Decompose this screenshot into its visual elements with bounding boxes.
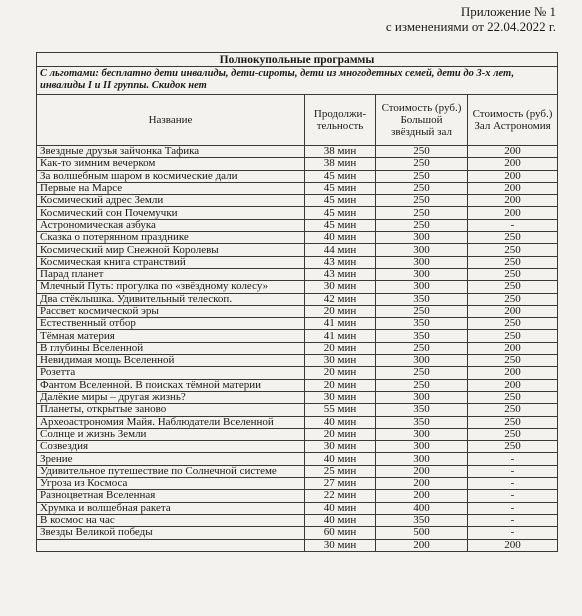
table-row (37, 527, 558, 539)
cell-program-name: Звездные друзья зайчонка Тафика (37, 146, 305, 158)
cell-price-big-hall: 400 (376, 502, 468, 514)
cell-duration: 30 мин (305, 391, 376, 403)
table-row (37, 502, 558, 514)
cell-price-big-hall: 250 (376, 170, 468, 182)
cell-price-big-hall: 300 (376, 355, 468, 367)
cell-program-name: Первые на Марсе (37, 182, 305, 194)
cell-price-big-hall: 250 (376, 158, 468, 170)
cell-price-big-hall: 350 (376, 404, 468, 416)
cell-program-name: Парад планет (37, 268, 305, 280)
cell-price-astronomy-hall: - (468, 527, 558, 539)
table-row (37, 330, 558, 342)
cell-duration: 38 мин (305, 146, 376, 158)
cell-price-astronomy-hall: 200 (468, 146, 558, 158)
cell-duration: 20 мин (305, 428, 376, 440)
cell-price-big-hall: 200 (376, 490, 468, 502)
cell-duration: 44 мин (305, 244, 376, 256)
table-row (37, 342, 558, 354)
table-row (37, 293, 558, 305)
cell-duration: 41 мин (305, 318, 376, 330)
cell-duration: 41 мин (305, 330, 376, 342)
table-row (37, 281, 558, 293)
cell-price-big-hall: 350 (376, 514, 468, 526)
cell-price-big-hall: 300 (376, 441, 468, 453)
table-row (37, 478, 558, 490)
cell-duration: 25 мин (305, 465, 376, 477)
table-row (37, 490, 558, 502)
cell-program-name: Тёмная материя (37, 330, 305, 342)
table-caption: Полнокупольные программы (37, 53, 558, 67)
cell-price-big-hall: 300 (376, 232, 468, 244)
appendix-header (386, 4, 556, 34)
cell-duration: 40 мин (305, 453, 376, 465)
cell-price-astronomy-hall: 200 (468, 367, 558, 379)
cell-price-astronomy-hall: 200 (468, 342, 558, 354)
cell-duration: 45 мин (305, 182, 376, 194)
table-row (37, 453, 558, 465)
cell-price-big-hall: 300 (376, 244, 468, 256)
cell-price-big-hall: 200 (376, 465, 468, 477)
cell-program-name: Планеты, открытые заново (37, 404, 305, 416)
table-row (37, 268, 558, 280)
cell-duration: 45 мин (305, 219, 376, 231)
cell-program-name: Естественный отбор (37, 318, 305, 330)
cell-duration: 40 мин (305, 416, 376, 428)
cell-price-astronomy-hall: - (468, 478, 558, 490)
table-row (37, 428, 558, 440)
cell-duration: 40 мин (305, 502, 376, 514)
cell-price-astronomy-hall: - (468, 465, 558, 477)
cell-program-name: Хрумка и волшебная ракета (37, 502, 305, 514)
cell-price-big-hall: 250 (376, 305, 468, 317)
cell-price-big-hall: 200 (376, 539, 468, 551)
cell-price-astronomy-hall: - (468, 514, 558, 526)
cell-duration: 45 мин (305, 207, 376, 219)
cell-price-big-hall: 300 (376, 453, 468, 465)
appendix-title: Приложение № 1 (460, 4, 556, 19)
cell-program-name: Космический адрес Земли (37, 195, 305, 207)
cell-duration: 27 мин (305, 478, 376, 490)
cell-duration: 20 мин (305, 367, 376, 379)
cell-price-astronomy-hall: 250 (468, 232, 558, 244)
table-row (37, 539, 558, 551)
cell-program-name: Фантом Вселенной. В поисках тёмной материи (37, 379, 305, 391)
cell-price-big-hall: 250 (376, 219, 468, 231)
cell-price-astronomy-hall: 250 (468, 268, 558, 280)
cell-program-name: Звезды Великой победы (37, 527, 305, 539)
table-body (37, 146, 558, 552)
cell-program-name (37, 539, 305, 551)
table-row (37, 318, 558, 330)
cell-program-name: Космическая книга странствий (37, 256, 305, 268)
cell-price-astronomy-hall: 250 (468, 330, 558, 342)
programs-table (36, 52, 558, 552)
cell-price-astronomy-hall: 200 (468, 195, 558, 207)
table-row (37, 244, 558, 256)
cell-price-big-hall: 250 (376, 342, 468, 354)
cell-program-name: Созвездия (37, 441, 305, 453)
cell-duration: 30 мин (305, 539, 376, 551)
benefits-note: С льготами: бесплатно дети инвалиды, дети-сироты, дети из многодетных семей, дети до 3-х лет, инвалиды I и II группы. Скидок нет (37, 67, 558, 95)
cell-price-astronomy-hall: 250 (468, 244, 558, 256)
cell-program-name: Сказка о потерянном празднике (37, 232, 305, 244)
table-row (37, 182, 558, 194)
cell-program-name: Млечный Путь: прогулка по «звёздному колесу» (37, 281, 305, 293)
table-row (37, 195, 558, 207)
table-row (37, 256, 558, 268)
table-row (37, 207, 558, 219)
cell-price-big-hall: 300 (376, 268, 468, 280)
table-row (37, 170, 558, 182)
cell-price-big-hall: 250 (376, 379, 468, 391)
cell-price-big-hall: 350 (376, 330, 468, 342)
table-row (37, 355, 558, 367)
cell-price-astronomy-hall: 250 (468, 416, 558, 428)
cell-program-name: Космический сон Почемучки (37, 207, 305, 219)
column-header-duration: Продолжи-тельность (305, 95, 376, 146)
cell-price-big-hall: 250 (376, 182, 468, 194)
cell-price-big-hall: 350 (376, 293, 468, 305)
cell-price-astronomy-hall: 250 (468, 355, 558, 367)
cell-program-name: Разноцветная Вселенная (37, 490, 305, 502)
cell-duration: 45 мин (305, 195, 376, 207)
cell-program-name: Угроза из Космоса (37, 478, 305, 490)
table-row (37, 158, 558, 170)
cell-duration: 22 мин (305, 490, 376, 502)
cell-program-name: Зрение (37, 453, 305, 465)
cell-price-astronomy-hall: 200 (468, 207, 558, 219)
table-row (37, 219, 558, 231)
cell-program-name: Как-то зимним вечерком (37, 158, 305, 170)
cell-duration: 38 мин (305, 158, 376, 170)
cell-price-big-hall: 500 (376, 527, 468, 539)
table-row (37, 416, 558, 428)
cell-duration: 20 мин (305, 379, 376, 391)
cell-price-big-hall: 200 (376, 478, 468, 490)
cell-program-name: Невидимая мощь Вселенной (37, 355, 305, 367)
cell-price-astronomy-hall: 250 (468, 318, 558, 330)
cell-duration: 42 мин (305, 293, 376, 305)
cell-price-astronomy-hall: 200 (468, 182, 558, 194)
table-row (37, 514, 558, 526)
cell-price-astronomy-hall: 200 (468, 539, 558, 551)
cell-duration: 45 мин (305, 170, 376, 182)
table-row (37, 305, 558, 317)
table-row (37, 367, 558, 379)
cell-duration: 43 мин (305, 256, 376, 268)
table-row (37, 465, 558, 477)
cell-duration: 20 мин (305, 342, 376, 354)
cell-price-astronomy-hall: - (468, 453, 558, 465)
cell-duration: 60 мин (305, 527, 376, 539)
cell-price-astronomy-hall: 250 (468, 256, 558, 268)
cell-duration: 20 мин (305, 305, 376, 317)
cell-duration: 43 мин (305, 268, 376, 280)
table-row (37, 379, 558, 391)
table-row (37, 391, 558, 403)
cell-price-astronomy-hall: 250 (468, 441, 558, 453)
table-row (37, 232, 558, 244)
column-header-price-astronomy-hall: Стоимость (руб.) Зал Астрономия (468, 95, 558, 146)
cell-price-big-hall: 300 (376, 256, 468, 268)
cell-price-astronomy-hall: - (468, 502, 558, 514)
cell-program-name: Археоастрономия Майя. Наблюдатели Вселенной (37, 416, 305, 428)
cell-price-astronomy-hall: 250 (468, 281, 558, 293)
table-row (37, 404, 558, 416)
column-header-price-big-hall: Стоимость (руб.) Большой звёздный зал (376, 95, 468, 146)
cell-price-astronomy-hall: 250 (468, 404, 558, 416)
cell-program-name: Два стёклышка. Удивительный телескоп. (37, 293, 305, 305)
cell-price-big-hall: 350 (376, 318, 468, 330)
cell-duration: 30 мин (305, 355, 376, 367)
cell-program-name: Далёкие миры – другая жизнь? (37, 391, 305, 403)
cell-program-name: Космический мир Снежной Королевы (37, 244, 305, 256)
table-row (37, 441, 558, 453)
column-header-name: Название (37, 95, 305, 146)
cell-price-astronomy-hall: 200 (468, 170, 558, 182)
cell-program-name: Солнце и жизнь Земли (37, 428, 305, 440)
cell-price-big-hall: 250 (376, 367, 468, 379)
cell-duration: 55 мин (305, 404, 376, 416)
cell-price-big-hall: 350 (376, 416, 468, 428)
cell-price-big-hall: 300 (376, 391, 468, 403)
cell-program-name: Астрономическая азбука (37, 219, 305, 231)
cell-program-name: В космос на час (37, 514, 305, 526)
cell-price-big-hall: 300 (376, 428, 468, 440)
cell-program-name: Удивительное путешествие по Солнечной системе (37, 465, 305, 477)
cell-price-astronomy-hall: 200 (468, 305, 558, 317)
cell-price-astronomy-hall: 250 (468, 391, 558, 403)
cell-price-big-hall: 300 (376, 281, 468, 293)
cell-price-astronomy-hall: 200 (468, 158, 558, 170)
cell-price-big-hall: 250 (376, 146, 468, 158)
cell-duration: 30 мин (305, 281, 376, 293)
cell-price-astronomy-hall: 250 (468, 293, 558, 305)
cell-duration: 30 мин (305, 441, 376, 453)
cell-program-name: За волшебным шаром в космические дали (37, 170, 305, 182)
table-row (37, 146, 558, 158)
cell-price-astronomy-hall: - (468, 219, 558, 231)
appendix-changes: с изменениями от 22.04.2022 г. (385, 19, 556, 34)
cell-price-big-hall: 250 (376, 195, 468, 207)
cell-program-name: Розетта (37, 367, 305, 379)
cell-duration: 40 мин (305, 232, 376, 244)
cell-program-name: В глубины Вселенной (37, 342, 305, 354)
cell-program-name: Рассвет космической эры (37, 305, 305, 317)
cell-price-big-hall: 250 (376, 207, 468, 219)
cell-price-astronomy-hall: 200 (468, 379, 558, 391)
cell-duration: 40 мин (305, 514, 376, 526)
cell-price-astronomy-hall: 250 (468, 428, 558, 440)
cell-price-astronomy-hall: - (468, 490, 558, 502)
